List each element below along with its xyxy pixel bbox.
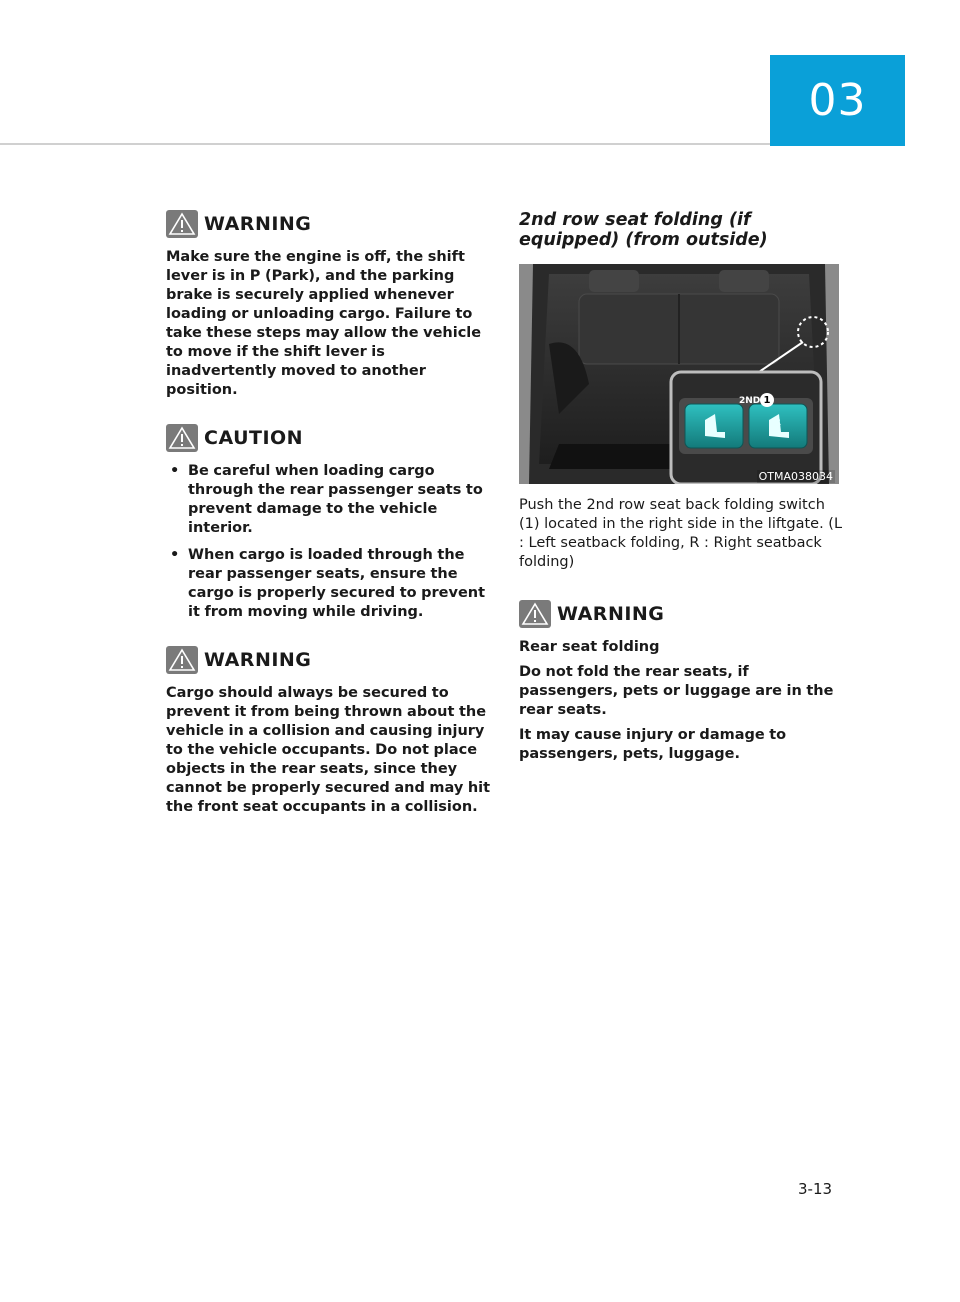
page-number: 3-13: [798, 1180, 833, 1198]
warning-header: [166, 210, 491, 238]
warning-box-3: [519, 600, 844, 764]
caution-icon: [166, 424, 198, 452]
chapter-tab: [770, 55, 905, 146]
warning-text: Make sure the engine is off, the shift lever is in P (Park), and the parking brake is securely applied whenever loading or unloading cargo. Failure to take these steps may allow the vehicle to move if the shift lever is inadvertently moved to another position.: [166, 249, 482, 398]
section-title: 2nd row seat folding (if equipped) (from outside): [519, 210, 768, 250]
caution-box: [166, 424, 491, 622]
switch-label: 2ND: [739, 396, 761, 406]
bullet-text: When cargo is loaded through the rear passenger seats, ensure the cargo is properly secured to prevent it from moving while driving.: [188, 547, 486, 620]
warning-text: Cargo should always be secured to prevent it from being thrown about the vehicle in a collision and causing injury to the vehicle occupants. Do not place objects in the rear seats, since they cannot be properly secured and may hit the front seat occupants in a collision.: [166, 685, 491, 815]
warning-text: Do not fold the rear seats, if passengers, pets or luggage are in the rear seats.: [519, 664, 834, 718]
caution-header: [166, 424, 491, 452]
caution-list: [166, 462, 491, 622]
warning-box-2: [166, 646, 491, 817]
seat-folding-figure: [519, 264, 839, 484]
right-button-label: R: [774, 418, 781, 428]
warning-icon: [166, 646, 198, 674]
list-item: • When cargo is loaded through the rear passenger seats, ensure the cargo is properly secured to prevent it from moving while driving.: [170, 547, 486, 620]
header-rule: [0, 143, 770, 145]
list-item: • Be careful when loading cargo through the rear passenger seats to prevent damage to the vehicle interior.: [170, 463, 483, 536]
warning-icon: [519, 600, 551, 628]
caution-title: CAUTION: [204, 427, 304, 449]
callout-number: 1: [760, 393, 774, 407]
warning-subtitle: Rear seat folding: [519, 639, 660, 655]
warning-text: It may cause injury or damage to passengers, pets, luggage.: [519, 727, 787, 762]
left-column: [166, 210, 491, 841]
right-column: [519, 210, 844, 788]
warning-title: WARNING: [204, 213, 312, 235]
left-button-label: L: [710, 418, 716, 428]
warning-header: [166, 646, 491, 674]
warning-icon: [166, 210, 198, 238]
body-text: Push the 2nd row seat back folding switch (1) located in the right side in the liftgate. (L : Left seatback folding, R : Right seatback folding): [519, 497, 843, 570]
chapter-number: 03: [808, 75, 867, 126]
bullet-text: Be careful when loading cargo through the rear passenger seats to prevent damage to the vehicle interior.: [188, 463, 483, 536]
figure-code: OTMA038034: [758, 470, 833, 483]
warning-title: WARNING: [557, 603, 665, 625]
warning-box-1: [166, 210, 491, 400]
warning-title: WARNING: [204, 649, 312, 671]
cargo-area-illustration: [519, 264, 839, 484]
warning-header: [519, 600, 844, 628]
